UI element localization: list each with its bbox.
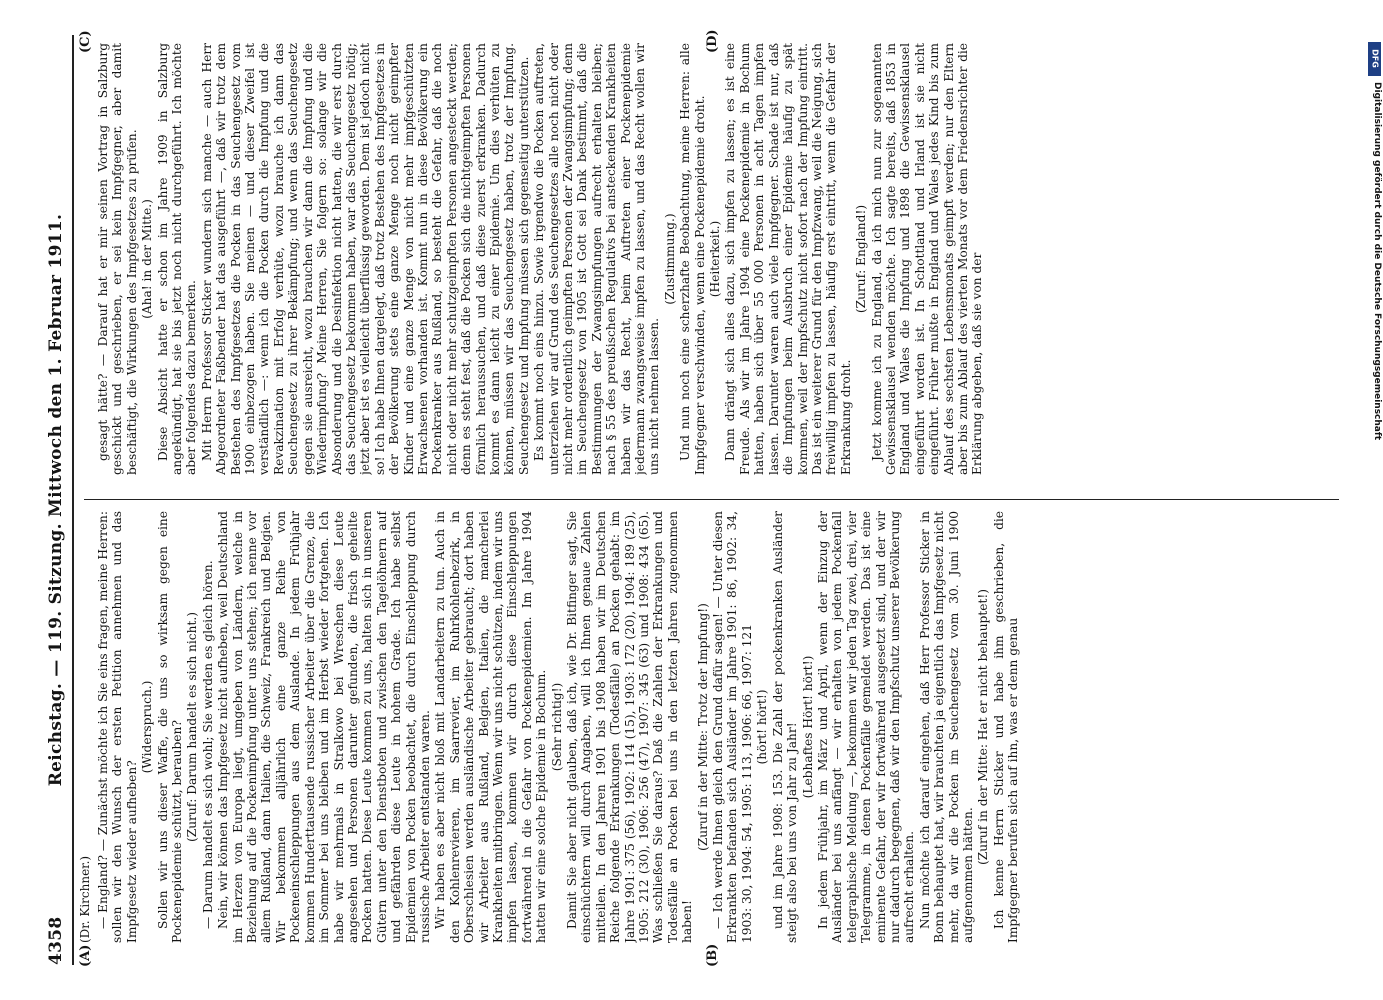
- speaker-label: (Dr. Kirchner.): [78, 855, 92, 943]
- interjection: (hört! hört!): [755, 689, 770, 765]
- margin-mark-c: (C): [78, 30, 93, 53]
- paragraph: — Darum handelt es sich wohl; Sie werden es gleich hören.: [200, 560, 215, 929]
- credit-text: Digitalisierung gefördert durch die Deutsche Forschungsgemeinschaft: [1372, 82, 1382, 441]
- paragraph: Ich kenne Herrn Sticker und habe ihm geschrieben, die Impfgegner berufen sich auf ihn, was er denn genau: [991, 511, 1021, 943]
- paragraph: Nun möchte ich darauf eingehen, daß Herr Professor Sticker in Bonn behauptet hat, wir brauchten ja eigentlich das Impfgesetz nicht mehr, da wir die Pocken im Seuchengesetz vom 30. Juni 1900 aufgenommen hätten.: [917, 511, 975, 943]
- paragraph: und im Jahre 1908: 153. Die Zahl der pockenkranken Ausländer steigt also bei uns von Jahr zu Jahr!: [770, 511, 800, 943]
- paragraph: Nein, wir können das Impfgesetz nicht aufheben, weil Deutschland im Herzen von Europa liegt, umgeben von Ländern, welche in Beziehung auf die Pockenimpfung unter uns stehen; ich nenne vor allem Rußland, dann Italien, die Schweiz, Frankreich und Belgien. Wir bekommen alljährlich eine ganze Reihe von Pockeneinschleppungen aus dem Auslande. In jedem Frühjahr kommen Hunderttausende russischer Arbeiter über die Grenze, die im Sommer bei uns bleiben und im Herbst wieder fortgehen. Ich habe wir mehrmals in Stralkowo bei Wreschen diese Leute angesehen und Personen darunter gefunden, die frisch geheilte Pocken hatten. Diese Leute kommen zu uns, halten sich in unseren Gütern unter den Dienstboten und zwischen den Tagelöhnern auf und gefährden diese Leute in hohem Grade. Ich habe selbst Epidemien von Pocken beobachtet, die durch Einschleppung durch russische Arbeiter entstanden waren.: [216, 511, 432, 943]
- left-text-column: [96, 511, 1336, 943]
- interjection: (Zuruf: England!): [854, 204, 869, 314]
- paragraph: — Ich werde Ihnen gleich den Grund dafür sagen! — Unter diesen Erkrankten befanden sich Ausländer im Jahre 1901: 86, 1902: 34, 1903: 30, 1904: 54, 1905: 113, 1906: 66, 1907: 121: [711, 511, 754, 943]
- paragraph: Es kommt noch eins hinzu. Sowie irgendwo die Pocken auftreten, unterziehen wir auf Grund des Seuchengesetzes alle noch nicht oder nicht mehr ordentlich geimpften Personen der Zwangsimpfung; denn im Seuchengesetz von 1905 ist Gott sei Dank bestimmt, daß die Bestimmungen der Zwangsimpfungen aufrecht erhalten bleiben; nach § 55 des preußischen Regulativs bei ansteckenden Krankheiten haben wir das Recht, beim Auftreten einer Pockenepidemie jedermann zwangsweise impfen zu lassen, und das Recht wollen wir uns nicht nehmen lassen.: [532, 43, 662, 475]
- paragraph: Wir haben es aber nicht bloß mit Landarbeitern zu tun. Auch in den Kohlenrevieren, im Saarrevier, im Ruhrkohlenbezirk, in Oberschlesien werden ausländische Arbeiter gebraucht; dort haben wir Arbeiter aus Rußland, Belgien, Italien, die mancherlei Krankheiten mitbringen. Wenn wir uns nicht schützen, indem wir uns impfen lassen, kommen wir durch diese Einschleppungen fortwährend in die Gefahr von Pockenepidemien. Im Jahre 1904 hatten wir eine solche Epidemie in Bochum.: [433, 511, 549, 943]
- interjection: (Zuruf in der Mitte: Hat er nicht behauptet!): [976, 588, 991, 866]
- header-rule: [72, 35, 74, 965]
- paragraph: Mit Herrn Professor Sticker wundern sich manche — auch Herr Abgeordneter Faßbender hat das ausgeführt —, daß wir trotz dem Bestehen des Impfgesetzes die Pocken in das Seuchengesetz vom 1900 einbezogen haben. Sie meinen — und dieser Zweifel ist verständlich —: wenn ich die Pocken durch die Impfung und die Revakzination mit Erfolg verhüte, wozu brauche ich dann das Seuchengesetz zu ihrer Bekämpfung; und wenn das Seuchengesetz gegen sie ausreicht, wozu brauchen wir dann die Impfung und die Wiederimpfung? Meine Herren, Sie folgern so: solange wir die Absonderung und die Desinfektion nicht hatten, die wir erst durch das Seuchengesetz bekommen haben, war das Seuchengesetz nötig; jetzt aber ist es vielleicht überflüssig geworden. Dem ist jedoch nicht so! Ich habe Ihnen dargelegt, daß trotz Bestehen des Impfgesetzes in der Bevölkerung stets eine ganze Menge noch nicht geimpfter Kinder und eine ganze Menge von nicht mehr impfgeschützten Erwachsenen vorhanden ist. Kommt nun in diese Bevölkerung ein Pockenkranker aus Rußland, so besteht die Gefahr, daß die noch nicht oder nicht mehr schutzgeimpften Personen angesteckt werden; denn es steht fest, daß die Pocken sich die nichtgeimpften Personen förmlich heraussuchen, und daß diese zuerst erkranken. Dadurch kommt es dann leicht zu einer Epidemie. Um dies verhüten zu können, müssen wir das Seuchengesetz haben, trotz der Impfung. Seuchengesetz und Impfung müssen sich gegenseitig unterstützen.: [199, 43, 531, 475]
- paragraph: Sollen wir uns dieser Waffe, die uns so wirksam gegen eine Pockenepidemie schützt, berauben?: [155, 511, 185, 943]
- running-title: Reichstag. — 119. Sitzung. Mittwoch den 1. Februar 1911.: [46, 213, 66, 787]
- interjection: (Aha! in der Mitte.): [140, 199, 155, 319]
- paragraph: gesagt hätte? — Darauf hat er mir seinen Vortrag in Salzburg geschickt und geschrieben, er sei kein Impfgegner, aber damit beschäftigt, die Wirkungen des Impfgesetzes zu prüfen.: [96, 43, 139, 475]
- margin-mark-b: (B): [705, 943, 720, 967]
- digitization-credit: [1368, 42, 1382, 992]
- interjection: (Zuruf: Darum handelt es sich nicht.): [185, 611, 200, 843]
- rotated-page: [40, 29, 1352, 967]
- dfg-logo: [1368, 42, 1381, 76]
- paragraph: Damit Sie aber nicht glauben, daß ich, wie Dr. Bitfinger sagt, Sie einschüchtern will durch Angaben, will ich Ihnen genaue Zahlen mitteilen. In den Jahren 1901 bis 1908 haben wir im Deutschen Reiche folgende Erkrankungen (Todesfälle) an Pocken gehabt: im Jahre 1901: 375 (56), 1902: 114 (15), 1903: 172 (20), 1904: 189 (25), 1905: 212 (30), 1906: 256 (47), 1907: 345 (63) und 1908: 434 (65). Was schließen Sie daraus? Daß die Zahlen der Erkrankungen und Todesfälle an Pocken bei uns in den letzten Jahren zugenommen haben!: [565, 511, 695, 943]
- paragraph: Jetzt komme ich zu England, da ich mich nun zur sogenannten Gewissensklausel wenden möchte. Ich sagte bereits, daß 1853 in England und Wales die Impfung und 1898 die Gewissensklausel eingeführt worden ist. In Schottland und Irland ist sie nicht eingeführt. Früher mußte in England und Wales jedes Kind bis zum Ablauf des sechsten Lebensmonats geimpft werden; nur den Eltern aber bis zum Ablauf des vierten Monats vor dem Friedensrichter die Erklärung abgeben, daß sie von der: [869, 43, 985, 475]
- page-header: [40, 35, 80, 965]
- interjection: (Sehr richtig!): [549, 682, 564, 772]
- interjection: (Zuruf in der Mitte: Trotz der Impfung!): [695, 603, 710, 851]
- paragraph: In jedem Frühjahr, im März und April, wenn der Einzug der Ausländer bei uns anfängt — wir erhalten von jedem Pockenfall telegraphische Meldung —, bekommen wir jeden Tag zwei, drei, vier Telegramme, in denen Pockenfälle gemeldet werden. Das ist eine eminente Gefahr, der wir fortwährend ausgesetzt sind, und der wir nur dadurch begegnen, daß wir den Impfschutz unserer Bevölkerung aufrecht erhalten.: [815, 511, 917, 943]
- paragraph: Diese Absicht hatte er schon im Jahre 1909 in Salzburg angekündigt, hat sie bis jetzt noch nicht durchgeführt. Ich möchte aber folgendes dazu bemerken.: [155, 43, 199, 475]
- column-divider: [84, 499, 1339, 500]
- paragraph: Dann drängt sich alles dazu, sich impfen zu lassen; es ist eine Freude. Als wir im Jahre 1904 eine Pockenepidemie in Bochum hatten, haben sich über 55 000 Personen in acht Tagen impfen lassen. Darunter waren auch viele Impfgegner. Schade ist nur, daß die Impfungen beim Ausbruch einer Epidemie häufig zu spät kommen, weil der Impfschutz nicht sofort nach der Impfung eintritt. Das ist ein weiterer Grund für den Impfzwang, weil die Neigung, sich freiwillig impfen zu lassen, häufig erst eintritt, wenn die Gefahr der Erkrankung droht.: [723, 43, 853, 475]
- right-text-column: [96, 43, 1336, 475]
- interjection: (Widerspruch.): [140, 680, 155, 774]
- margin-mark-a: (A): [78, 944, 93, 967]
- paragraph: Und nun noch eine scherzhafte Beobachtung, meine Herren: alle Impfgegner verschwinden, wenn eine Pockenepidemie droht.: [678, 43, 707, 475]
- margin-mark-d: (D): [705, 29, 720, 53]
- page-number: 4358: [46, 916, 66, 965]
- dfg-logo-text: DFG: [1370, 49, 1380, 68]
- interjection: (Heiterkeit.): [708, 220, 723, 298]
- interjection: (Zustimmung.): [662, 213, 677, 305]
- paragraph: — England? — Zunächst möchte ich Sie eins fragen, meine Herren: sollen wir den Wunsch der ersten Petition annehmen und das Impfgesetz wieder aufheben?: [96, 511, 139, 943]
- interjection: (Lebhaftes Hört! hört!): [800, 655, 815, 799]
